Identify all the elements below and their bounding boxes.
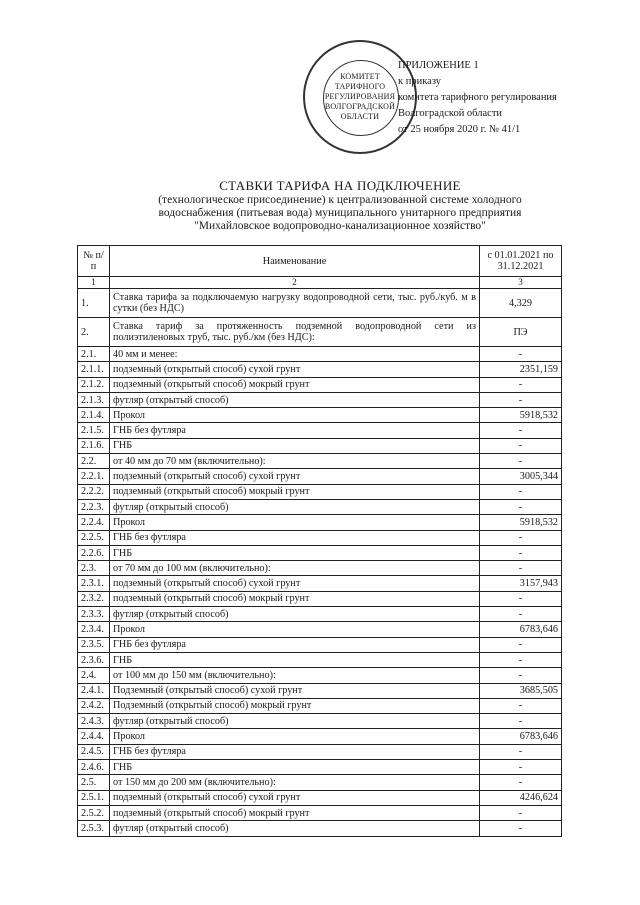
table-row bbox=[78, 576, 562, 591]
row-name: Прокол bbox=[110, 408, 480, 423]
row-number: 2.2.5. bbox=[78, 530, 110, 545]
table-row bbox=[78, 423, 562, 438]
table-row bbox=[78, 821, 562, 836]
index-cell: 3 bbox=[480, 277, 562, 289]
row-number: 2.3.5. bbox=[78, 637, 110, 652]
row-name: ГНБ без футляра bbox=[110, 637, 480, 652]
stamp-center-text bbox=[311, 72, 409, 122]
row-name: от 40 мм до 70 мм (включительно): bbox=[110, 454, 480, 469]
table-row bbox=[78, 377, 562, 392]
row-value: 4246,624 bbox=[480, 790, 562, 805]
row-number: 2.3.2. bbox=[78, 591, 110, 606]
row-name: ГНБ без футляра bbox=[110, 530, 480, 545]
row-value: - bbox=[480, 714, 562, 729]
table-row bbox=[78, 790, 562, 805]
row-value: 5918,532 bbox=[480, 408, 562, 423]
table-row bbox=[78, 362, 562, 377]
table-row bbox=[78, 760, 562, 775]
row-name: подземный (открытый способ) мокрый грунт bbox=[110, 805, 480, 820]
row-name: подземный (открытый способ) сухой грунт bbox=[110, 362, 480, 377]
row-name: футляр (открытый способ) bbox=[110, 499, 480, 514]
table-row bbox=[78, 591, 562, 606]
row-name: ГНБ bbox=[110, 545, 480, 560]
row-number: 2.4.4. bbox=[78, 729, 110, 744]
table-row bbox=[78, 622, 562, 637]
row-number: 2.3.6. bbox=[78, 652, 110, 667]
row-name: от 70 мм до 100 мм (включительно): bbox=[110, 561, 480, 576]
row-number: 2.4.6. bbox=[78, 760, 110, 775]
title-main: СТАВКИ ТАРИФА НА ПОДКЛЮЧЕНИЕ bbox=[219, 178, 461, 193]
row-value: - bbox=[480, 637, 562, 652]
table-row bbox=[78, 775, 562, 790]
row-value: - bbox=[480, 347, 562, 362]
row-name: ГНБ без футляра bbox=[110, 423, 480, 438]
stamp-line: ВОЛГОГРАДСКОЙ bbox=[324, 102, 396, 111]
appendix-line: Волгоградской области bbox=[398, 108, 503, 119]
table-row bbox=[78, 652, 562, 667]
row-value: 3157,943 bbox=[480, 576, 562, 591]
row-value: - bbox=[480, 760, 562, 775]
row-number: 2.1.3. bbox=[78, 392, 110, 407]
row-number: 2.4.2. bbox=[78, 698, 110, 713]
row-value: - bbox=[480, 499, 562, 514]
row-number: 2.1. bbox=[78, 347, 110, 362]
row-number: 2. bbox=[78, 318, 110, 347]
table-row bbox=[78, 515, 562, 530]
appendix-order-date: от 25 ноября 2020 г. № 41/1 bbox=[398, 124, 521, 135]
row-name: футляр (открытый способ) bbox=[110, 392, 480, 407]
row-number: 2.2. bbox=[78, 454, 110, 469]
row-name: от 150 мм до 200 мм (включительно): bbox=[110, 775, 480, 790]
row-number: 2.3.4. bbox=[78, 622, 110, 637]
row-name: Прокол bbox=[110, 622, 480, 637]
row-number: 2.1.1. bbox=[78, 362, 110, 377]
title-line: "Михайловское водопроводно-канализационное хозяйство" bbox=[194, 220, 486, 232]
row-number: 2.4.1. bbox=[78, 683, 110, 698]
title-line: водоснабжения (питьевая вода) муниципального унитарного предприятия bbox=[158, 207, 522, 219]
row-value: - bbox=[480, 591, 562, 606]
appendix-line: комитета тарифного регулирования bbox=[398, 92, 557, 103]
table-row bbox=[78, 318, 562, 347]
row-name: от 100 мм до 150 мм (включительно): bbox=[110, 668, 480, 683]
row-value: - bbox=[480, 438, 562, 453]
row-name: подземный (открытый способ) мокрый грунт bbox=[110, 377, 480, 392]
row-number: 2.3.3. bbox=[78, 607, 110, 622]
header-name: Наименование bbox=[110, 246, 480, 277]
table-row bbox=[78, 469, 562, 484]
row-number: 2.2.4. bbox=[78, 515, 110, 530]
row-value: 4,329 bbox=[480, 289, 562, 318]
row-name: подземный (открытый способ) сухой грунт bbox=[110, 790, 480, 805]
table-row bbox=[78, 484, 562, 499]
row-name: Прокол bbox=[110, 515, 480, 530]
stamp-line: ТАРИФНОГО bbox=[334, 82, 386, 91]
title-line: (технологическое присоединение) к централизованной системе холодного bbox=[158, 194, 522, 206]
row-number: 2.5. bbox=[78, 775, 110, 790]
appendix-line: к приказу bbox=[398, 76, 441, 87]
row-number: 2.5.1. bbox=[78, 790, 110, 805]
row-name: Подземный (открытый способ) мокрый грунт bbox=[110, 698, 480, 713]
table-row bbox=[78, 347, 562, 362]
table-row bbox=[78, 668, 562, 683]
stamp-line: КОМИТЕТ bbox=[340, 72, 380, 81]
row-number: 2.1.5. bbox=[78, 423, 110, 438]
row-value: - bbox=[480, 530, 562, 545]
row-number: 2.1.2. bbox=[78, 377, 110, 392]
table-row bbox=[78, 530, 562, 545]
row-name: 40 мм и менее: bbox=[110, 347, 480, 362]
table-row bbox=[78, 408, 562, 423]
table-row bbox=[78, 454, 562, 469]
row-number: 2.2.3. bbox=[78, 499, 110, 514]
row-number: 1. bbox=[78, 289, 110, 318]
table-row bbox=[78, 392, 562, 407]
table-row bbox=[78, 729, 562, 744]
row-name: Подземный (открытый способ) сухой грунт bbox=[110, 683, 480, 698]
header-period: с 01.01.2021 по 31.12.2021 bbox=[480, 246, 562, 277]
appendix-header bbox=[398, 58, 557, 138]
index-cell: 2 bbox=[110, 277, 480, 289]
row-name: подземный (открытый способ) сухой грунт bbox=[110, 576, 480, 591]
row-value: 5918,532 bbox=[480, 515, 562, 530]
table-row bbox=[78, 545, 562, 560]
row-value: - bbox=[480, 775, 562, 790]
row-value: 6783,646 bbox=[480, 622, 562, 637]
table-row bbox=[78, 744, 562, 759]
row-number: 2.3.1. bbox=[78, 576, 110, 591]
row-value: ПЭ bbox=[480, 318, 562, 347]
row-name: подземный (открытый способ) сухой грунт bbox=[110, 469, 480, 484]
row-value: 3685,505 bbox=[480, 683, 562, 698]
row-number: 2.4.5. bbox=[78, 744, 110, 759]
row-value: - bbox=[480, 805, 562, 820]
row-value: 3005,344 bbox=[480, 469, 562, 484]
row-value: - bbox=[480, 607, 562, 622]
row-name: ГНБ bbox=[110, 652, 480, 667]
table-row bbox=[78, 683, 562, 698]
row-value: - bbox=[480, 377, 562, 392]
row-number: 2.2.1. bbox=[78, 469, 110, 484]
row-name: Ставка тариф за протяженность подземной водопроводной сети из полиэтиленовых труб, тыс. руб./км (без НДС): bbox=[110, 318, 480, 347]
row-name: ГНБ без футляра bbox=[110, 744, 480, 759]
row-value: - bbox=[480, 454, 562, 469]
table-row bbox=[78, 714, 562, 729]
table-row bbox=[78, 499, 562, 514]
row-number: 2.1.4. bbox=[78, 408, 110, 423]
row-value: - bbox=[480, 698, 562, 713]
row-name: футляр (открытый способ) bbox=[110, 714, 480, 729]
row-number: 2.4. bbox=[78, 668, 110, 683]
table-row bbox=[78, 438, 562, 453]
table-row bbox=[78, 289, 562, 318]
row-number: 2.4.3. bbox=[78, 714, 110, 729]
row-name: футляр (открытый способ) bbox=[110, 607, 480, 622]
row-number: 2.5.2. bbox=[78, 805, 110, 820]
row-name: подземный (открытый способ) мокрый грунт bbox=[110, 591, 480, 606]
row-number: 2.5.3. bbox=[78, 821, 110, 836]
row-name: футляр (открытый способ) bbox=[110, 821, 480, 836]
index-cell: 1 bbox=[78, 277, 110, 289]
row-value: - bbox=[480, 392, 562, 407]
row-name: Прокол bbox=[110, 729, 480, 744]
row-number: 2.2.2. bbox=[78, 484, 110, 499]
table-row bbox=[78, 607, 562, 622]
row-name: ГНБ bbox=[110, 438, 480, 453]
row-name: ГНБ bbox=[110, 760, 480, 775]
appendix-title: ПРИЛОЖЕНИЕ 1 bbox=[398, 60, 479, 71]
row-value: - bbox=[480, 545, 562, 560]
row-value: - bbox=[480, 668, 562, 683]
row-value: - bbox=[480, 744, 562, 759]
row-value: - bbox=[480, 652, 562, 667]
table-index-row bbox=[78, 277, 562, 289]
stamp-line: РЕГУЛИРОВАНИЯ bbox=[324, 92, 396, 101]
tariff-table bbox=[77, 245, 562, 837]
row-number: 2.1.6. bbox=[78, 438, 110, 453]
row-number: 2.2.6. bbox=[78, 545, 110, 560]
header-num: № п/п bbox=[78, 246, 110, 277]
table-row bbox=[78, 698, 562, 713]
row-value: - bbox=[480, 423, 562, 438]
table-header-row bbox=[78, 246, 562, 277]
table-row bbox=[78, 561, 562, 576]
row-value: - bbox=[480, 484, 562, 499]
row-number: 2.3. bbox=[78, 561, 110, 576]
table-body bbox=[78, 289, 562, 837]
row-value: - bbox=[480, 561, 562, 576]
row-value: 6783,646 bbox=[480, 729, 562, 744]
row-name: Ставка тарифа за подключаемую нагрузку водопроводной сети, тыс. руб./куб. м в сутки (без НДС) bbox=[110, 289, 480, 318]
row-name: подземный (открытый способ) мокрый грунт bbox=[110, 484, 480, 499]
table-row bbox=[78, 805, 562, 820]
row-value: 2351,159 bbox=[480, 362, 562, 377]
table-row bbox=[78, 637, 562, 652]
document-title bbox=[60, 178, 620, 233]
stamp-line: ОБЛАСТИ bbox=[340, 112, 380, 121]
row-value: - bbox=[480, 821, 562, 836]
